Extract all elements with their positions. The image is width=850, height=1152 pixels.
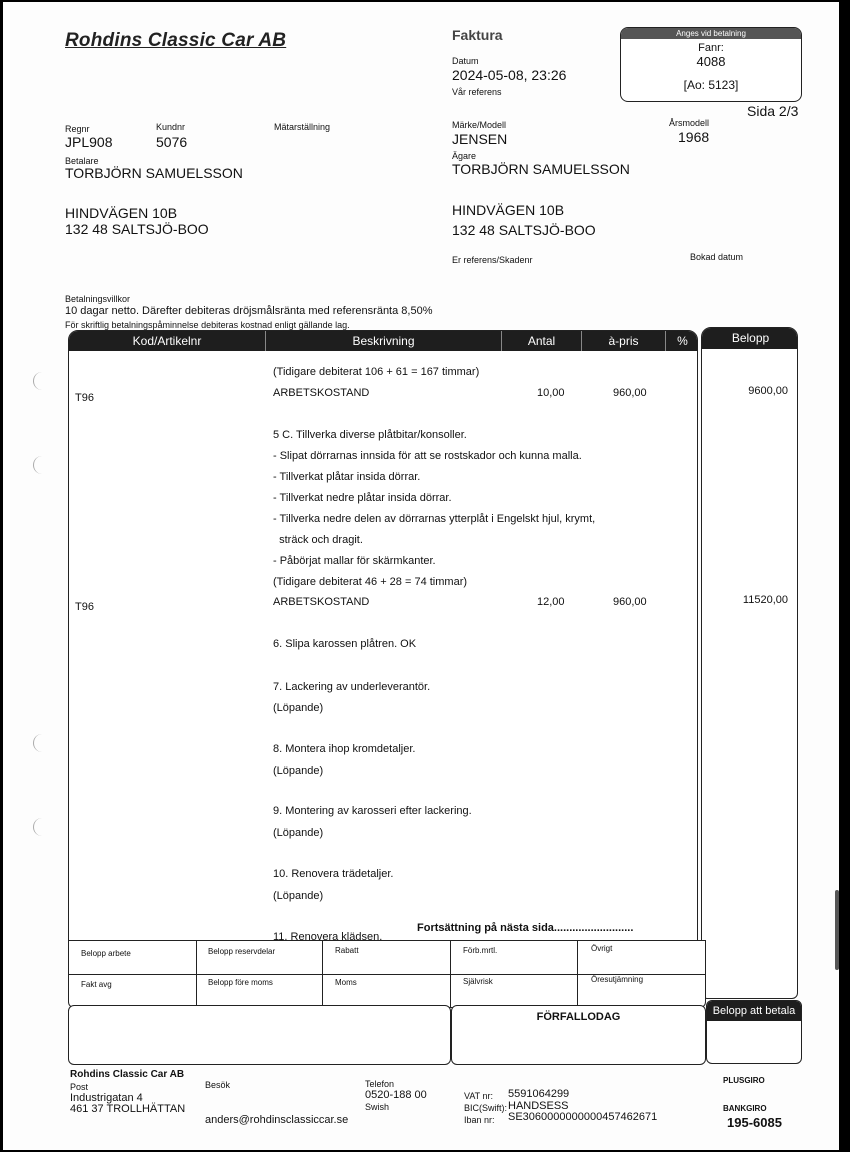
footer-city: 461 37 TROLLHÄTTAN bbox=[70, 1103, 186, 1115]
summary-vline bbox=[322, 940, 323, 1008]
regnr-label: Regnr bbox=[65, 124, 90, 134]
row-description: 6. Slipa karossen plåtren. OK bbox=[273, 638, 417, 650]
row-description: ARBETSKOSTAND bbox=[273, 387, 370, 399]
kundnr-value: 5076 bbox=[156, 134, 188, 150]
footer-vat-label: VAT nr: bbox=[464, 1091, 494, 1101]
footer-company: Rohdins Classic Car AB bbox=[70, 1069, 185, 1080]
binder-hole bbox=[33, 734, 43, 752]
row-antal: 12,00 bbox=[537, 596, 565, 608]
company-name: Rohdins Classic Car AB bbox=[65, 30, 287, 51]
belopp-fore-moms-label: Belopp före moms bbox=[208, 978, 273, 987]
ovrigt-label: Övrigt bbox=[591, 944, 613, 953]
footer-swish-label: Swish bbox=[365, 1102, 390, 1112]
arsmodell-label: Årsmodell bbox=[669, 118, 710, 128]
footer-iban-label: Iban nr: bbox=[464, 1115, 495, 1125]
row-apris: 960,00 bbox=[613, 387, 647, 399]
footer-bankgiro-label: BANKGIRO bbox=[723, 1104, 767, 1113]
belopp-arbete-label: Belopp arbete bbox=[81, 949, 131, 958]
summary-vline bbox=[196, 940, 197, 1008]
row-description: (Löpande) bbox=[273, 827, 324, 839]
row-apris: 960,00 bbox=[613, 596, 647, 608]
bokad-datum-label: Bokad datum bbox=[690, 252, 744, 262]
belopp-reservdelar-label: Belopp reservdelar bbox=[208, 947, 276, 956]
kundnr-label: Kundnr bbox=[156, 122, 186, 132]
footer-besok-label: Besök bbox=[205, 1080, 231, 1090]
binder-hole bbox=[33, 818, 43, 836]
row-description: (Löpande) bbox=[273, 765, 324, 777]
row-description: - Slipat dörrarnas innsida för att se rostskador och kunna malla. bbox=[273, 450, 582, 462]
page-number: Sida 2/3 bbox=[747, 103, 799, 119]
ao-value: [Ao: 5123] bbox=[683, 78, 739, 92]
owner-name: TORBJÖRN SAMUELSSON bbox=[452, 161, 630, 177]
footer-vat: 5591064299 bbox=[508, 1088, 570, 1100]
fanr-value: 4088 bbox=[696, 54, 726, 69]
binder-hole bbox=[33, 372, 43, 390]
row-description: - Tillverkat plåtar insida dörrar. bbox=[273, 471, 421, 483]
continuation-note: Fortsättning på nästa sida.......................... bbox=[417, 922, 634, 934]
footer-telefon: 0520-188 00 bbox=[365, 1089, 427, 1101]
row-description: 10. Renovera trädetaljer. bbox=[273, 868, 394, 880]
agare-label: Ägare bbox=[452, 151, 477, 161]
marke-value: JENSEN bbox=[452, 131, 508, 147]
regnr-value: JPL908 bbox=[65, 134, 113, 150]
forb-mrtl-label: Förb.mrtl. bbox=[463, 946, 498, 955]
payer-city: 132 48 SALTSJÖ-BOO bbox=[65, 221, 209, 237]
rabatt-label: Rabatt bbox=[335, 946, 359, 955]
footer-bic-label: BIC(Swift): bbox=[464, 1103, 508, 1113]
owner-street: HINDVÄGEN 10B bbox=[452, 202, 565, 218]
er-referens-label: Er referens/Skadenr bbox=[452, 255, 533, 265]
row-description: sträck och dragit. bbox=[273, 534, 363, 546]
row-description: - Tillverka nedre delen av dörrarnas ytterplåt i Engelskt hjul, krymt, bbox=[273, 513, 596, 525]
scrollbar-thumb[interactable] bbox=[835, 890, 839, 970]
document-title: Faktura bbox=[452, 27, 503, 43]
row-belopp: 9600,00 bbox=[748, 385, 788, 397]
footer-email[interactable]: anders@rohdinsclassiccar.se bbox=[205, 1114, 349, 1126]
row-description: (Tidigare debiterat 106 + 61 = 167 timmar) bbox=[273, 366, 480, 378]
moms-label: Moms bbox=[335, 978, 357, 987]
col-header-belopp: Belopp bbox=[702, 328, 798, 349]
row-kod: T96 bbox=[75, 392, 94, 404]
items-table-header bbox=[69, 331, 698, 351]
summary-vline bbox=[577, 940, 578, 1008]
footer-street: Industrigatan 4 bbox=[70, 1092, 143, 1104]
footer-bic: HANDSESS bbox=[508, 1100, 569, 1112]
col-header-antal: Antal bbox=[501, 331, 581, 351]
payment-box-header: Anges vid betalning bbox=[621, 28, 801, 39]
payer-street: HINDVÄGEN 10B bbox=[65, 205, 178, 221]
binder-hole bbox=[33, 456, 43, 474]
forfallodag-box bbox=[451, 1005, 706, 1065]
terms-line-1: 10 dagar netto. Därefter debiteras dröjsmålsränta med referensränta 8,50% bbox=[65, 305, 433, 317]
row-description: 8. Montera ihop kromdetaljer. bbox=[273, 743, 416, 755]
row-description: (Tidigare debiterat 46 + 28 = 74 timmar) bbox=[273, 576, 468, 588]
row-kod: T96 bbox=[75, 601, 94, 613]
arsmodell-value: 1968 bbox=[678, 129, 710, 145]
sjalvrisk-label: Självrisk bbox=[463, 977, 493, 986]
marke-label: Märke/Modell bbox=[452, 120, 507, 130]
row-description: 7. Lackering av underleverantör. bbox=[273, 681, 431, 693]
belopp-column bbox=[701, 327, 798, 999]
datum-value: 2024-05-08, 23:26 bbox=[452, 67, 567, 83]
row-description: 11. Renovera klädsen. bbox=[273, 931, 383, 943]
payment-reference-box bbox=[620, 27, 802, 102]
footer-telefon-label: Telefon bbox=[365, 1079, 395, 1089]
footer-iban: SE3060000000000457462671 bbox=[508, 1111, 658, 1123]
footer-bankgiro: 195-6085 bbox=[727, 1115, 782, 1130]
row-antal: 10,00 bbox=[537, 387, 565, 399]
row-description: - Påbörjat mallar för skärmkanter. bbox=[273, 555, 436, 567]
row-description: - Tillverkat nedre plåtar insida dörrar. bbox=[273, 492, 452, 504]
betalare-label: Betalare bbox=[65, 156, 99, 166]
fakt-avg-label: Fakt avg bbox=[81, 980, 112, 989]
payer-name: TORBJÖRN SAMUELSSON bbox=[65, 165, 243, 181]
col-header-apris: à-pris bbox=[581, 331, 665, 351]
row-belopp: 11520,00 bbox=[742, 594, 788, 606]
var-referens-label: Vår referens bbox=[452, 87, 502, 97]
fanr-label: Fanr: bbox=[698, 42, 724, 54]
terms-line-2: För skriftlig betalningspåminnelse debiteras kostnad enligt gällande lag. bbox=[65, 320, 350, 330]
col-header-pct: % bbox=[665, 331, 698, 351]
invoice-page bbox=[3, 2, 839, 1150]
row-description: ARBETSKOSTAND bbox=[273, 596, 370, 608]
footer-plusgiro-label: PLUSGIRO bbox=[723, 1076, 765, 1085]
datum-label: Datum bbox=[452, 56, 479, 66]
owner-city: 132 48 SALTSJÖ-BOO bbox=[452, 222, 596, 238]
row-description: (Löpande) bbox=[273, 702, 324, 714]
terms-label: Betalningsvillkor bbox=[65, 294, 131, 304]
col-header-beskrivning: Beskrivning bbox=[265, 331, 501, 351]
summary-vline bbox=[450, 940, 451, 1008]
forfallodag-label: FÖRFALLODAG bbox=[536, 1011, 621, 1023]
row-description: 5 C. Tillverka diverse plåtbitar/konsoller. bbox=[273, 429, 467, 441]
footer-post-label: Post bbox=[70, 1082, 89, 1092]
col-header-kod: Kod/Artikelnr bbox=[132, 334, 202, 348]
oresutjamning-label: Öresutjämning bbox=[591, 975, 644, 984]
belopp-att-betala-box bbox=[706, 1000, 802, 1064]
row-description: 9. Montering av karosseri efter lackering. bbox=[273, 805, 472, 817]
matar-label: Mätarställning bbox=[274, 122, 331, 132]
row-description: (Löpande) bbox=[273, 890, 324, 902]
message-box bbox=[68, 1005, 451, 1065]
belopp-att-betala-label: Belopp att betala bbox=[707, 1001, 801, 1021]
